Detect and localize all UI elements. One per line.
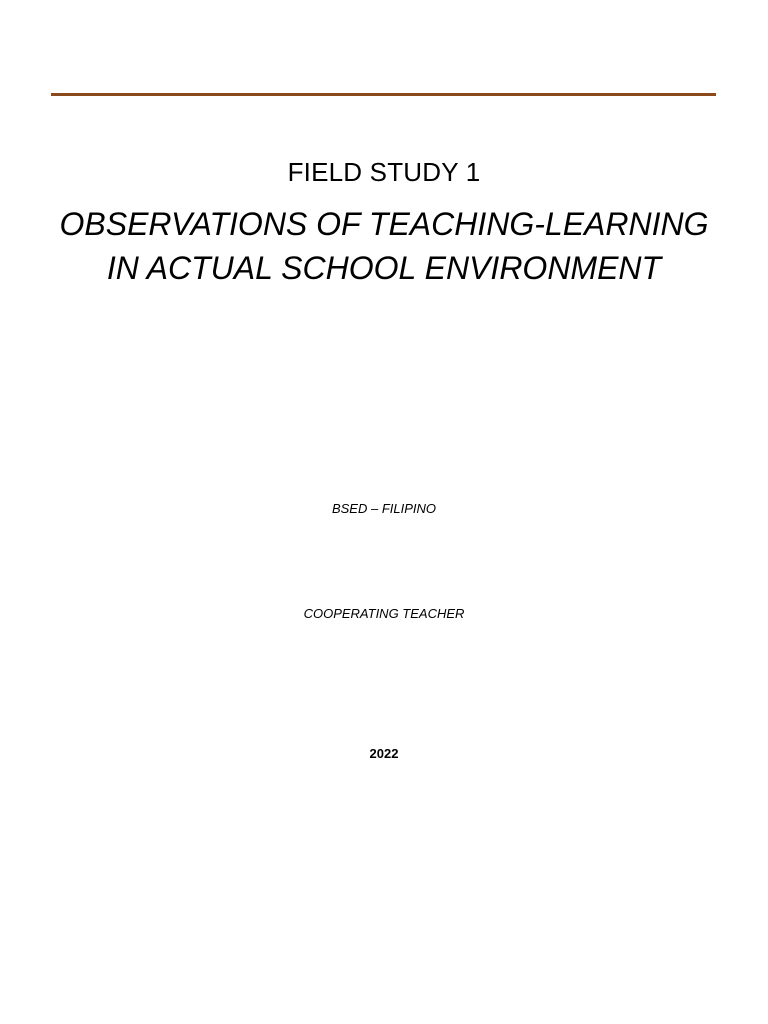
document-title-line-1: OBSERVATIONS OF TEACHING-LEARNING bbox=[59, 206, 709, 242]
program-label: BSED – FILIPINO bbox=[331, 501, 437, 516]
document-title bbox=[0, 202, 768, 290]
document-subtitle: FIELD STUDY 1 bbox=[287, 157, 481, 187]
year-label: 2022 bbox=[369, 746, 399, 761]
cooperating-teacher-label: COOPERATING TEACHER bbox=[303, 606, 465, 621]
document-title-line-2: IN ACTUAL SCHOOL ENVIRONMENT bbox=[106, 250, 662, 286]
header-rule bbox=[51, 93, 716, 96]
